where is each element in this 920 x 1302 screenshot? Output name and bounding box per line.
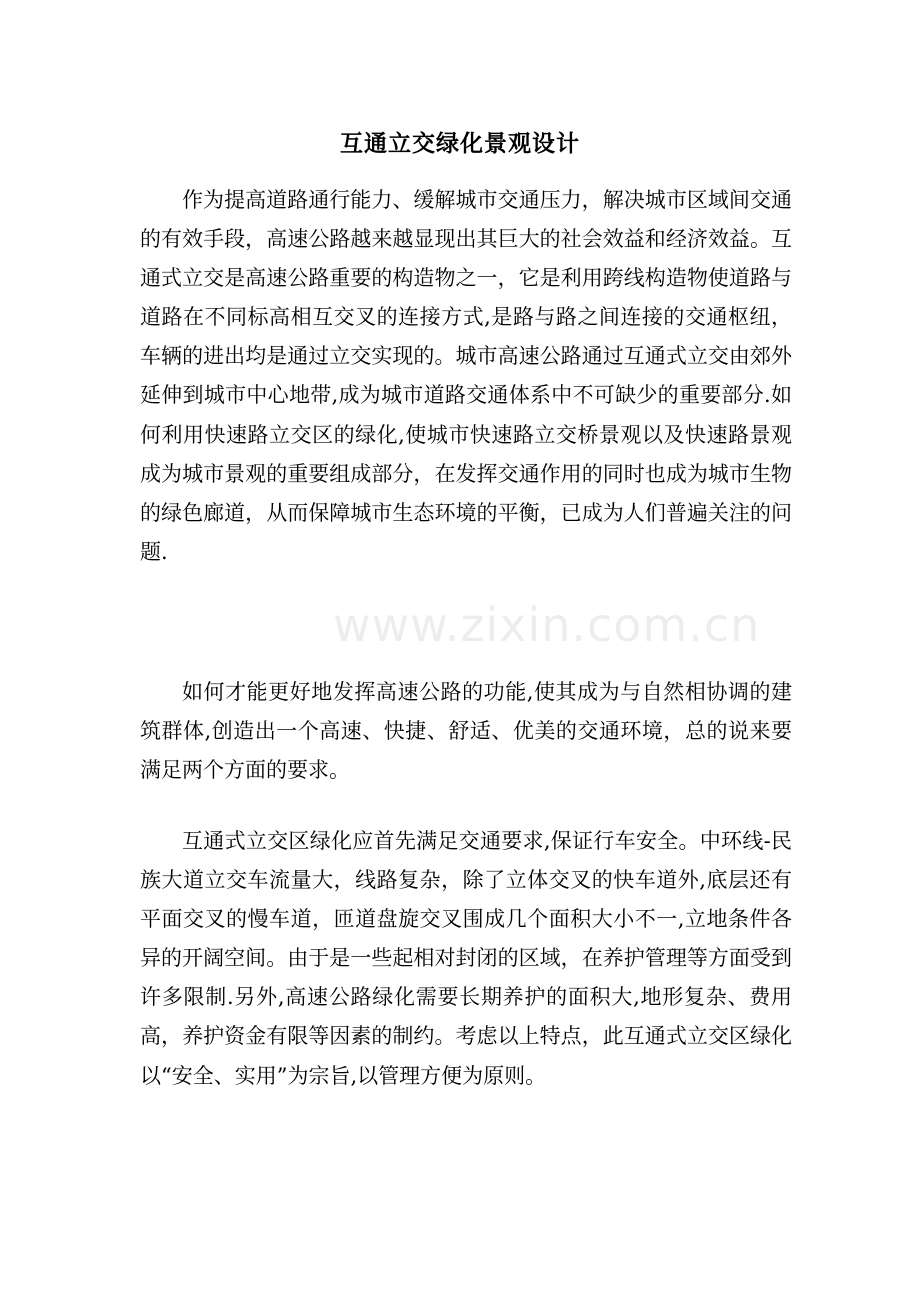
watermark: www.zixin.com.cn (333, 598, 761, 652)
paragraph-1: 作为提高道路通行能力、缓解城市交通压力，解决城市区域间交通的有效手段，高速公路越来越显现出其巨大的社会效益和经济效益。互通式立交是高速公路重要的构造物之一，它是利用跨线构造物使道路与道路在不同标高相互交叉的连接方式,是路与路之间连接的交通枢纽，车辆的进出均是通过立交实现的。城市高速公路通过互通式立交由郊外延伸到城市中心地带,成为城市道路交通体系中不可缺少的重要部分.如何利用快速路立交区的绿化,使城市快速路立交桥景观以及快速路景观成为城市景观的重要组成部分，在发挥交通作用的同时也成为城市生物的绿色廊道，从而保障城市生态环境的平衡，已成为人们普遍关注的问题. (140, 188, 792, 564)
paragraph-3: 互通式立交区绿化应首先满足交通要求,保证行车安全。中环线-民族大道立交车流量大，线路复杂，除了立体交叉的快车道外,底层还有平面交叉的慢车道，匝道盘旋交叉围成几个面积大小不一,立地条件各异的开阔空间。由于是一些起相对封闭的区域，在养护管理等方面受到许多限制.另外,高速公路绿化需要长期养护的面积大,地形复杂、费用高，养护资金有限等因素的制约。考虑以上特点，此互通式立交区绿化以“安全、实用”为宗旨,以管理方便为原则。 (140, 829, 792, 1088)
document-title: 互通立交绿化景观设计 (340, 130, 580, 157)
paragraph-2: 如何才能更好地发挥高速公路的功能,使其成为与自然相协调的建筑群体,创造出一个高速、快捷、舒适、优美的交通环境，总的说来要满足两个方面的要求。 (140, 680, 792, 783)
